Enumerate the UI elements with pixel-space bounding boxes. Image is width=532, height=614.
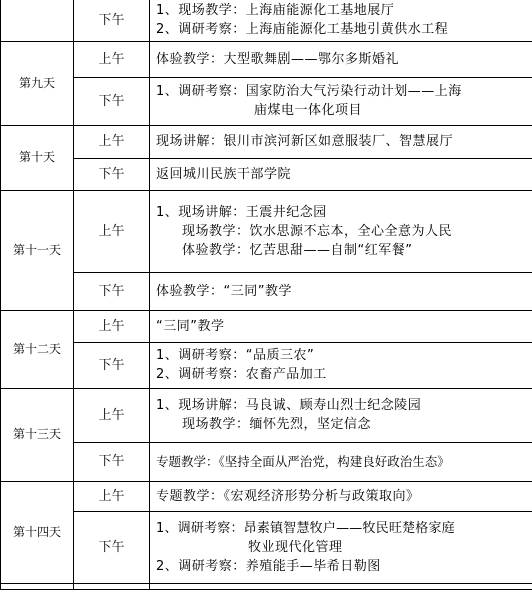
day-label: 第十天	[1, 125, 74, 190]
table-row	[1, 442, 532, 481]
half-day-label: 下午	[74, 272, 150, 310]
half-day-label: 下午	[74, 442, 150, 481]
table-row	[1, 77, 532, 125]
activity-line: 返回城川民族干部学院	[156, 166, 292, 182]
activity-cell	[150, 0, 532, 41]
activity-cell	[150, 442, 532, 481]
activity-line: 现场教学：饮水思源不忘本，全心全意为人民	[182, 223, 453, 239]
activity-line: 专题教学：《宏观经济形势分析与政策取向》	[156, 488, 420, 504]
half-day-label: 下午	[74, 77, 150, 125]
half-day-label: 下午	[74, 511, 150, 583]
half-day-cell	[74, 583, 150, 589]
activity-line: 现场教学：缅怀先烈，坚定信念	[182, 417, 372, 432]
activity-line: 现场讲解：银川市滨河新区如意服装厂、智慧展厅	[156, 134, 454, 149]
activity-cell	[150, 583, 532, 589]
activity-cell	[150, 388, 532, 442]
half-day-label: 下午	[74, 158, 150, 190]
activity-line: 1、调研考察：国家防治大气污染行动计划——上海	[156, 84, 462, 99]
day-label: 第十一天	[1, 190, 74, 310]
half-day-label: 上午	[74, 125, 150, 158]
activity-cell	[150, 158, 532, 190]
activity-line: 2、调研考察：农畜产品加工	[156, 367, 327, 382]
half-day-label: 上午	[74, 388, 150, 442]
table-row	[1, 511, 532, 583]
activity-line: 1、调研考察：“品质三农”	[156, 348, 315, 363]
table-row	[1, 190, 532, 272]
activity-line: 体验教学：大型歌舞剧——鄂尔多斯婚礼	[156, 51, 400, 67]
activity-line: 庙煤电一体化项目	[254, 103, 363, 118]
activity-line: 1、现场讲解：马良诚、顾寿山烈士纪念陵园	[156, 398, 422, 413]
activity-cell	[150, 511, 532, 583]
activity-line: 2、调研考察：上海庙能源化工基地引黄供水工程	[156, 22, 449, 38]
day-label: 第十二天	[1, 310, 74, 388]
activity-cell	[150, 272, 532, 310]
activity-line: 体验教学：“三同”教学	[156, 283, 292, 299]
table-row	[1, 481, 532, 511]
table-row	[1, 310, 532, 342]
half-day-label: 上午	[74, 190, 150, 272]
activity-line: 1、现场教学：上海庙能源化工基地展厅	[156, 3, 395, 19]
activity-line: 1、调研考察：昂素镇智慧牧户——牧民旺楚格家庭	[156, 520, 455, 536]
activity-cell	[150, 481, 532, 511]
day-cell	[1, 583, 74, 589]
table-row	[1, 41, 532, 77]
table-row	[1, 583, 532, 589]
activity-cell	[150, 190, 532, 272]
activity-line: 牧业现代化管理	[248, 539, 343, 555]
half-day-label: 上午	[74, 481, 150, 511]
table-row	[1, 388, 532, 442]
day-label: 第十四天	[1, 481, 74, 583]
half-day-label: 下午	[74, 342, 150, 388]
half-day-label: 下午	[74, 0, 150, 41]
table-row	[1, 342, 532, 388]
table-row	[1, 0, 532, 41]
day-label: 第九天	[1, 41, 74, 125]
day-label: 第十三天	[1, 388, 74, 481]
half-day-label: 上午	[74, 310, 150, 342]
day-cell	[1, 0, 74, 41]
activity-cell	[150, 310, 532, 342]
activity-line: 体验教学：忆苦思甜——自制“红军餐”	[182, 242, 413, 258]
activity-cell	[150, 125, 532, 158]
activity-line: 1、现场讲解：王震井纪念园	[156, 204, 327, 220]
half-day-label: 上午	[74, 41, 150, 77]
activity-line: 2、调研考察：养殖能手—毕希日勒图	[156, 558, 381, 574]
activity-cell	[150, 77, 532, 125]
activity-line: “三同”教学	[156, 318, 225, 334]
activity-cell	[150, 342, 532, 388]
table-row	[1, 125, 532, 158]
table-row	[1, 158, 532, 190]
activity-line: 专题教学：《坚持全面从严治党，构建良好政治生态》	[156, 454, 450, 469]
table-row	[1, 272, 532, 310]
activity-cell	[150, 41, 532, 77]
